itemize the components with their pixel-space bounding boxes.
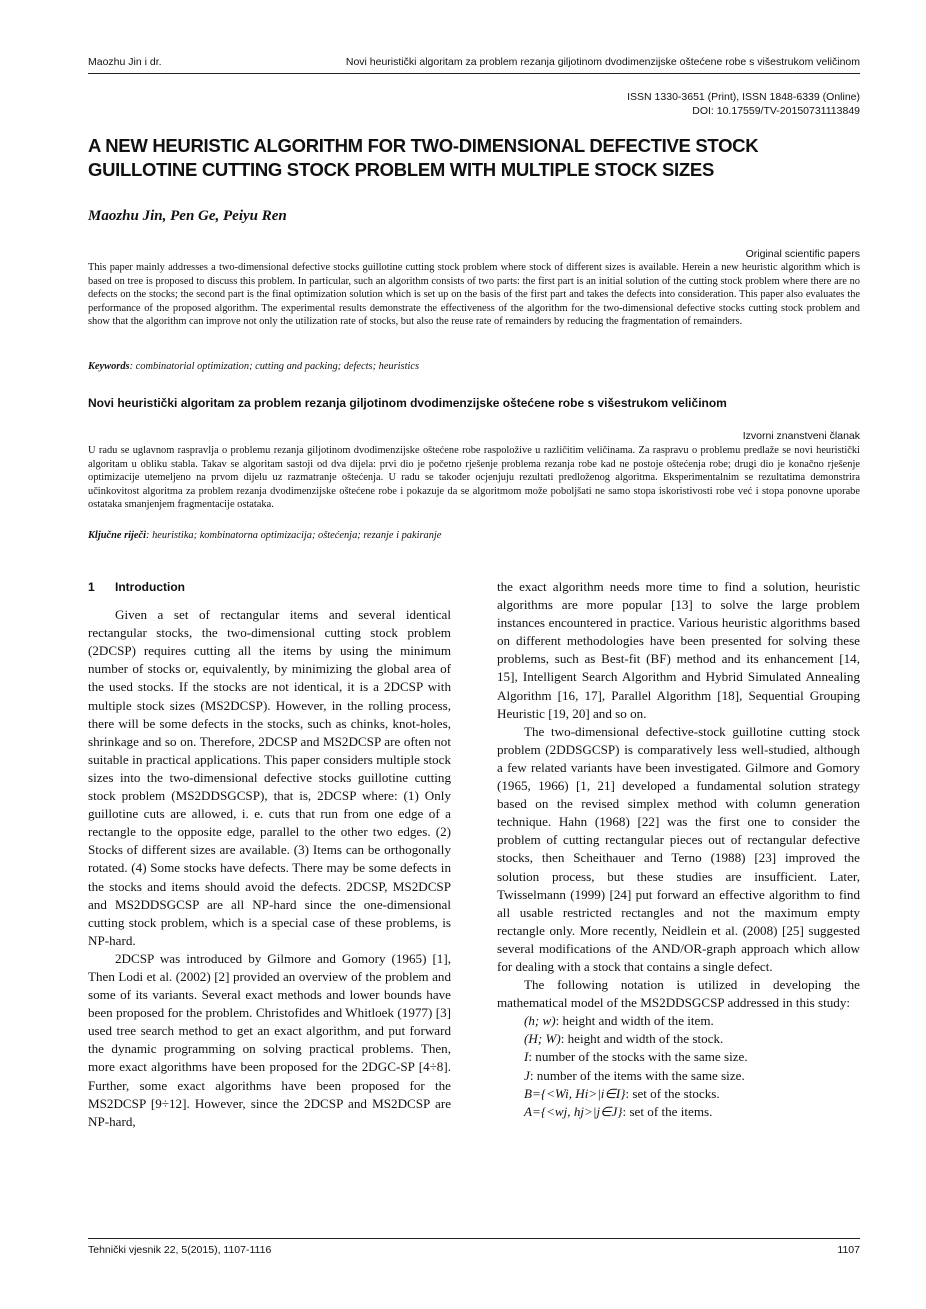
section-number: 1 bbox=[88, 580, 95, 594]
notation-symbol: A={<wj, hj>|j∈J} bbox=[524, 1103, 623, 1119]
paper-title-line-1: A NEW HEURISTIC ALGORITHM FOR TWO-DIMENSIONAL DEFECTIVE STOCK bbox=[88, 135, 759, 156]
notation-symbol: (H; W) bbox=[524, 1031, 561, 1047]
notation-text: : number of the stocks with the same size. bbox=[528, 1049, 748, 1065]
body-column-right bbox=[497, 578, 860, 1121]
keywords-hr-text: : heuristika; kombinatorna optimizacija; oštećenja; rezanje i pakiranje bbox=[146, 530, 442, 541]
abstract-hr: U radu se uglavnom raspravlja o problemu rezanja giljotinom dvodimenzijske oštećene robe raspoložive u različitim veličinama. Za raspravu o problemu predlaže se novi heuristički algoritam u obliku stabla. Takav se algoritam sastoji od dva dijela: prvi dio je početno rješenje problema rezanja robe kad ne postoje oštećenja robe; drugi dio je konačno rješenje optimizacije utemeljeno na prvom dijelu uz razmatranje oštećenja. U radu se također ocjenjuju rezultati predloženog algoritma. Eksperimentalnim se rezultatima demonstrira učinkovitost algoritma za problem rezanja dvodimenzijske oštećene robe i pokazuje da se algoritmom može poboljšati ne samo stopa iskoristivosti robe već i stopa ponovne uporabe ostataka smanjenjem fragmentacije ostataka. bbox=[88, 445, 860, 510]
paper-type-hr: Izvorni znanstveni članak bbox=[742, 430, 860, 442]
keywords-en-text: : combinatorial optimization; cutting and packing; defects; heuristics bbox=[129, 361, 420, 372]
keywords-hr bbox=[88, 530, 860, 541]
issn-line: ISSN 1330-3651 (Print), ISSN 1848-6339 (Online) bbox=[627, 91, 860, 103]
notation-item bbox=[497, 1048, 860, 1066]
running-header bbox=[88, 56, 860, 72]
notation-item bbox=[497, 1085, 860, 1103]
header-rule bbox=[88, 73, 860, 74]
section-heading bbox=[88, 578, 451, 596]
notation-text: : number of the items with the same size. bbox=[529, 1067, 745, 1083]
keywords-en-label: Keywords bbox=[88, 361, 130, 372]
issn-block bbox=[627, 90, 860, 118]
notation-text: : height and width of the stock. bbox=[560, 1031, 724, 1047]
doi-line: DOI: 10.17559/TV-20150731113849 bbox=[692, 105, 860, 117]
header-authors: Maozhu Jin i dr. bbox=[88, 56, 162, 68]
section-title: Introduction bbox=[115, 580, 185, 594]
notation-text: : height and width of the item. bbox=[555, 1013, 714, 1029]
paper-type-en: Original scientific papers bbox=[745, 248, 860, 260]
paragraph: The following notation is utilized in developing the mathematical model of the MS2DDSGCSP addressed in this study: bbox=[497, 977, 860, 1011]
notation-text: : set of the stocks. bbox=[625, 1085, 720, 1101]
notation-symbol: J bbox=[524, 1067, 530, 1083]
body-column-left bbox=[88, 578, 451, 1131]
paragraph: 2DCSP was introduced by Gilmore and Gomory (1965) [1], Then Lodi et al. (2002) [2] provided an overview of the problem and some of its variants. Several exact methods and lower bounds have been proposed for the problem. Christofides and Whitloek (1977) [3] used tree search method to get an exact algorithm, and put forward the dynamic programming on solving practical problems. Then, more exact algorithms have been proposed for the 2DGC-SP [4÷8]. Further, some exact algorithms have been proposed for the MS2DCSP [9÷12]. However, since the 2DCSP and MS2DCSP are NP-hard, bbox=[88, 950, 451, 1129]
header-title: Novi heuristički algoritam za problem rezanja giljotinom dvodimenzijske oštećene robe s višestrukom veličinom bbox=[345, 56, 860, 68]
notation-symbol: B={<Wi, Hi>|i∈I} bbox=[524, 1085, 626, 1101]
paragraph: the exact algorithm needs more time to find a solution, heuristic algorithms are more popular [13] to solve the large problem instances encountered in practice. Various heuristic algorithms based on different methodologies have been presented for solving these problems, such as Best-fit (BF) method and its enhancement [14, 15], Intelligent Search Algorithm and Hybrid Simulated Annealing Algorithm [16, 17], Parallel Algorithm [18], Sequential Grouping Heuristic [19, 20] and so on. bbox=[497, 579, 860, 721]
footer-rule bbox=[88, 1238, 860, 1239]
paragraph: The two-dimensional defective-stock guillotine cutting stock problem (2DDSGCSP) is comparatively less well-studied, although a few related variants have been investigated. Gilmore and Gomory (1965, 1966) [1, 21] developed a fundamental solution strategy based on the revised simplex method with column generation technique. Hahn (1968) [22] was the first one to consider the problem of cutting rectangular pieces out of rectangular defective stocks, then Scheithauer and Terno (1988) [23] improved the solution process, but these studies are insufficient. Later, Twisselmann (1999) [24] put forward an effective algorithm to find all usable restricted rectangles and not the maximum empty rectangle only. More recently, Neidlein et al. (2008) [25] suggested several modifications of the AND/OR-graph approach which allow for dealing with a stock that contains a single defect. bbox=[497, 723, 860, 974]
paragraph: Given a set of rectangular items and several identical rectangular stocks, the two-dimensional cutting stock problem (2DCSP) requires cutting all the items by using the minimum number of stocks or, equivalently, by minimizing the global area of the used stocks. If the stocks are not identical, it is a 2DCSP with multiple stock sizes (MS2DCSP). However, in the rolling process, there will be some defects in the stocks, such as chinks, knot-holes, shrinkage and so on. Therefore, 2DCSP and MS2DCSP are often not suitable in practical applications. This paper considers multiple stock sizes into the two-dimensional defective stocks guillotine cutting stock problem (MS2DDSGCSP), that is, 2DCSP where: (1) Only guillotine cuts are allowed, i. e. cuts that run from one edge of a rectangle to the opposite edge, parallel to the other two edges. (2) Stocks of different sizes are available. (3) Items can be orthogonally rotated. (4) Some stocks have defects. There may be some defects in the stocks and items should avoid the defects. 2DCSP, MS2DCSP and MS2DDSGCSP are all NP-hard since the one-dimensional cutting stock problem, which is a special case of these problems, is NP-hard. bbox=[88, 607, 451, 948]
keywords-en bbox=[88, 361, 860, 372]
journal-citation: Tehnički vjesnik 22, 5(2015), 1107-1116 bbox=[88, 1244, 272, 1256]
notation-symbol: I bbox=[524, 1049, 529, 1065]
notation-item bbox=[497, 1030, 860, 1048]
notation-item bbox=[497, 1067, 860, 1085]
croatian-title: Novi heuristički algoritam za problem rezanja giljotinom dvodimenzijske oštećene robe s višestrukom veličinom bbox=[88, 396, 727, 410]
paper-title bbox=[88, 134, 860, 182]
keywords-hr-label: Ključne riječi bbox=[88, 530, 147, 541]
notation-text: : set of the items. bbox=[622, 1103, 713, 1119]
authors: Maozhu Jin, Pen Ge, Peiyu Ren bbox=[88, 208, 287, 224]
notation-symbol: (h; w) bbox=[524, 1013, 556, 1029]
notation-item bbox=[497, 1103, 860, 1121]
notation-item bbox=[497, 1012, 860, 1030]
page-number: 1107 bbox=[837, 1244, 860, 1256]
abstract-en: This paper mainly addresses a two-dimensional defective stocks guillotine cutting stock problem where stock of different sizes is available. Herein a new heuristic algorithm which is based on tree is proposed to discuss this problem. In particular, such an algorithm consists of two parts: the first part is an initial solution of the cutting stock problem where there are no defects on the stocks; the second part is the final optimization solution which is set up on the basis of the first part and takes the defects into consideration. This paper also evaluates the performance of the proposed algorithm. The experimental results demonstrate the effectiveness of the algorithm for the two-dimensional defective stocks cutting stock problem and show that the algorithm can improve not only the utilization rate of stocks, but also the reuse rate of remainders by reducing the fragmentation of remainders. bbox=[88, 262, 860, 327]
paper-title-line-2: GUILLOTINE CUTTING STOCK PROBLEM WITH MULTIPLE STOCK SIZES bbox=[88, 159, 714, 180]
